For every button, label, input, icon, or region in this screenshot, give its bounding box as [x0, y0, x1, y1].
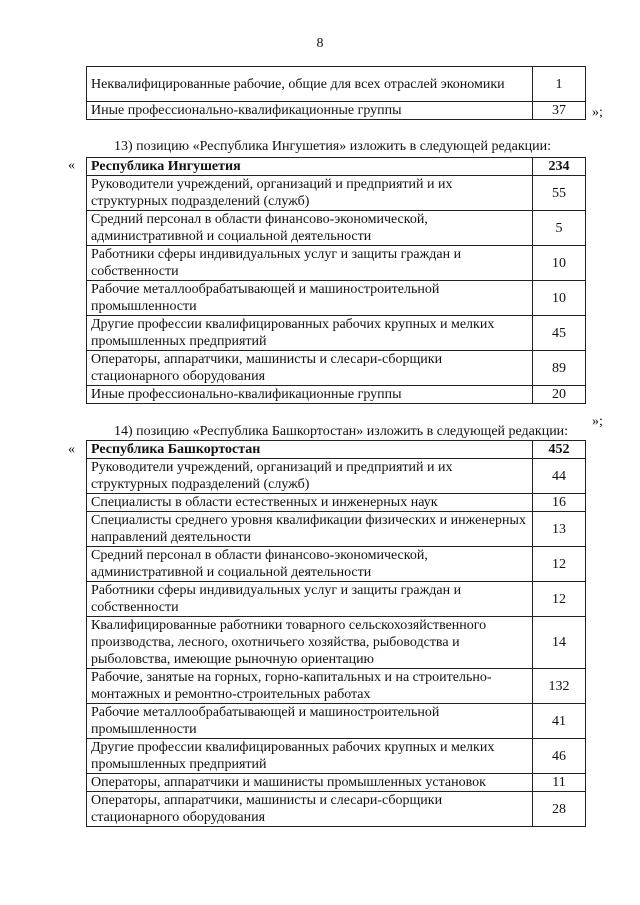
row-label: Иные профессионально-квалификационные группы [87, 386, 533, 404]
open-quote: « [68, 158, 75, 173]
row-value: 1 [533, 67, 586, 102]
open-quote: « [68, 442, 75, 457]
row-label: Руководители учреждений, организаций и предприятий и их структурных подразделений (служб) [87, 176, 533, 211]
table-row [87, 316, 586, 351]
row-value: 13 [533, 512, 586, 547]
row-value: 20 [533, 386, 586, 404]
table-row [87, 669, 586, 704]
table-row [87, 211, 586, 246]
table-row [87, 792, 586, 827]
page-number: 8 [316, 36, 324, 51]
table-row [87, 351, 586, 386]
paragraph-13: 13) позицию «Республика Ингушетия» изложить в следующей редакции: [114, 139, 552, 154]
row-value: 12 [533, 582, 586, 617]
table-row [87, 176, 586, 211]
table-row [87, 386, 586, 404]
table-header-row [87, 158, 586, 176]
row-label: Операторы, аппаратчики, машинисты и слесари-сборщики стационарного оборудования [87, 351, 533, 386]
row-value: 89 [533, 351, 586, 386]
row-value: 10 [533, 246, 586, 281]
row-label: Операторы, аппаратчики и машинисты промышленных установок [87, 774, 533, 792]
row-value: 132 [533, 669, 586, 704]
table-row [87, 281, 586, 316]
row-label: Работники сферы индивидуальных услуг и защиты граждан и собственности [87, 582, 533, 617]
table-row [87, 739, 586, 774]
close-quote: »; [592, 105, 603, 120]
close-quote: »; [592, 414, 603, 429]
row-value: 14 [533, 617, 586, 669]
row-value: 12 [533, 547, 586, 582]
table-row [87, 547, 586, 582]
table-row [87, 617, 586, 669]
row-label: Рабочие, занятые на горных, горно-капитальных и на строительно-монтажных и ремонтно-строительных работах [87, 669, 533, 704]
row-label: Другие профессии квалифицированных рабочих крупных и мелких промышленных предприятий [87, 739, 533, 774]
table-row [87, 459, 586, 494]
row-value: 5 [533, 211, 586, 246]
region-total: 452 [533, 441, 586, 459]
table-row [87, 582, 586, 617]
row-label: Средний персонал в области финансово-экономической, административной и социальной деятельности [87, 211, 533, 246]
row-value: 55 [533, 176, 586, 211]
row-label: Операторы, аппаратчики, машинисты и слесари-сборщики стационарного оборудования [87, 792, 533, 827]
row-label: Иные профессионально-квалификационные группы [87, 102, 533, 120]
row-label: Специалисты в области естественных и инженерных наук [87, 494, 533, 512]
row-label: Специалисты среднего уровня квалификации физических и инженерных направлений деятельности [87, 512, 533, 547]
table-row [87, 774, 586, 792]
paragraph-14: 14) позицию «Республика Башкортостан» изложить в следующей редакции: [114, 424, 569, 439]
row-label: Рабочие металлообрабатывающей и машиностроительной промышленности [87, 704, 533, 739]
table-row [87, 704, 586, 739]
table-continuation [86, 66, 586, 120]
table-row [87, 67, 586, 102]
row-label: Работники сферы индивидуальных услуг и защиты граждан и собственности [87, 246, 533, 281]
row-label: Другие профессии квалифицированных рабочих крупных и мелких промышленных предприятий [87, 316, 533, 351]
row-value: 16 [533, 494, 586, 512]
table-ingushetia [86, 157, 586, 404]
table-row [87, 512, 586, 547]
row-label: Средний персонал в области финансово-экономической, административной и социальной деятельности [87, 547, 533, 582]
row-label: Руководители учреждений, организаций и предприятий и их структурных подразделений (служб) [87, 459, 533, 494]
row-value: 10 [533, 281, 586, 316]
row-value: 11 [533, 774, 586, 792]
row-value: 41 [533, 704, 586, 739]
region-name: Республика Башкортостан [87, 441, 533, 459]
region-name: Республика Ингушетия [87, 158, 533, 176]
table-row [87, 102, 586, 120]
row-value: 44 [533, 459, 586, 494]
table-row [87, 494, 586, 512]
table-header-row [87, 441, 586, 459]
row-label: Квалифицированные работники товарного сельскохозяйственного производства, лесного, охотничьего хозяйства, рыбоводства и рыболовства, имеющие рыночную ориентацию [87, 617, 533, 669]
region-total: 234 [533, 158, 586, 176]
table-bashkortostan [86, 440, 586, 827]
row-value: 37 [533, 102, 586, 120]
row-value: 45 [533, 316, 586, 351]
row-value: 46 [533, 739, 586, 774]
row-label: Неквалифицированные рабочие, общие для всех отраслей экономики [87, 67, 533, 102]
row-value: 28 [533, 792, 586, 827]
table-row [87, 246, 586, 281]
row-label: Рабочие металлообрабатывающей и машиностроительной промышленности [87, 281, 533, 316]
